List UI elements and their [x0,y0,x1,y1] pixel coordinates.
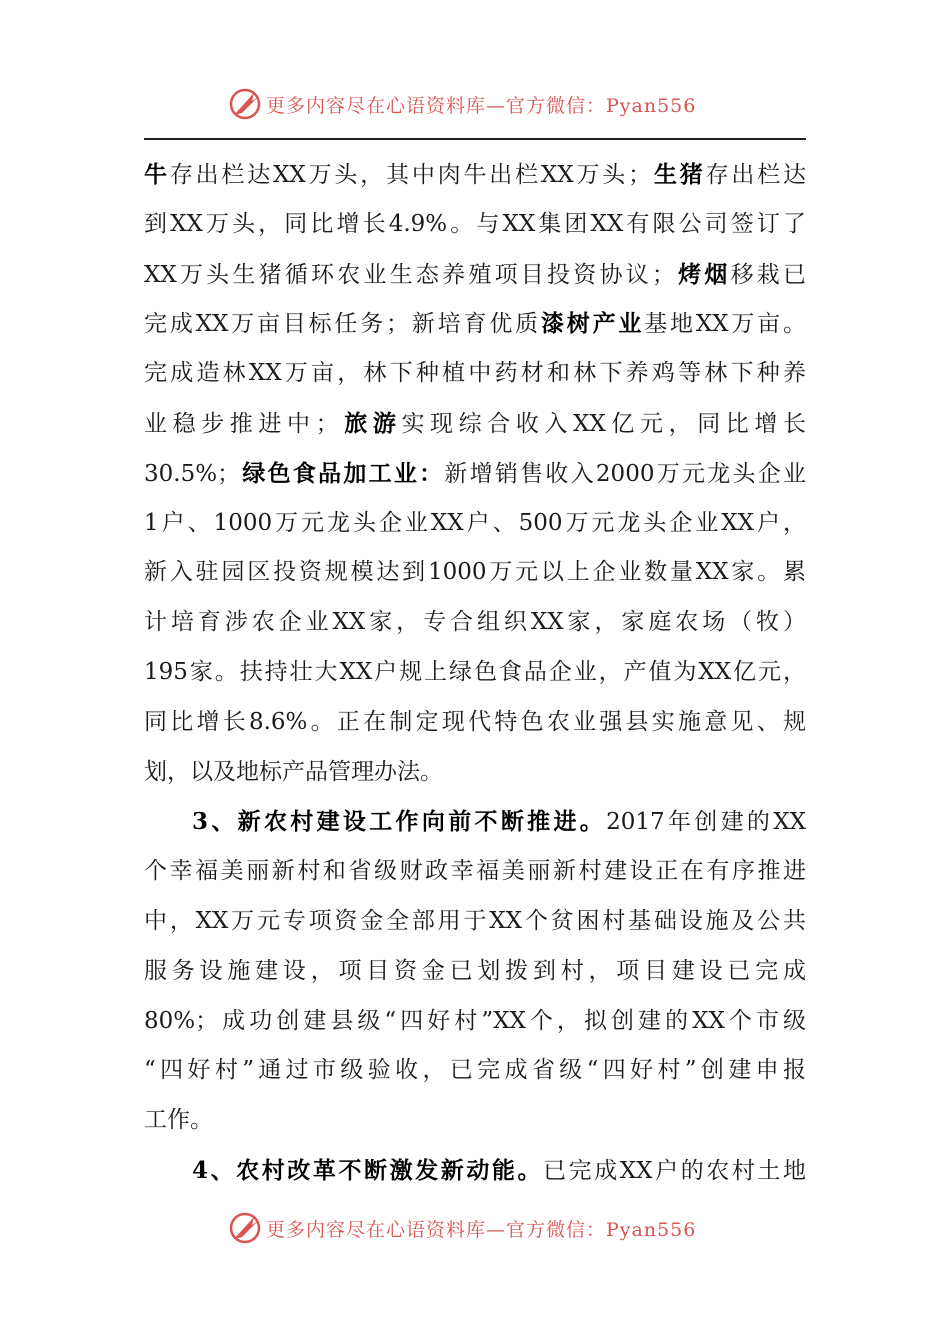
text-line: 80%；成功创建县级“四好村”XX个，拟创建的XX个市级 [144,1007,806,1034]
document-body [144,150,806,1196]
text-line: 30.5%；绿色食品加工业：新增销售收入2000万元龙头企业 [144,459,806,487]
text-line: 195家。扶持壮大XX户规上绿色食品企业，产值为XX亿元， [144,658,806,685]
text-line: 到XX万头，同比增长4.9%。与XX集团XX有限公司签订了 [144,210,806,237]
text-line: “四好村”通过市级验收，已完成省级“四好村”创建申报 [144,1057,806,1084]
footer-watermark [228,1208,748,1248]
quill-logo-icon [228,87,262,121]
quill-logo-icon [228,1211,262,1245]
header-watermark-text: 更多内容尽在心语资料库—官方微信：Pyan556 [266,94,697,117]
text-line: 服务设施建设，项目资金已划拨到村，项目建设已完成 [144,957,806,984]
text-line: 计培育涉农企业XX家，专合组织XX家，家庭农场（牧） [144,609,806,636]
text-line: 1户、1000万元龙头企业XX户、500万元龙头企业XX户， [144,509,806,536]
text-line: 新入驻园区投资规模达到1000万元以上企业数量XX家。累 [144,559,806,586]
text-line: XX万头生猪循环农业生态养殖项目投资协议；烤烟移栽已 [144,260,806,288]
text-line: 完成造林XX万亩，林下种植中药材和林下养鸡等林下种养 [144,360,806,387]
text-line: 业稳步推进中；旅游实现综合收入XX亿元，同比增长 [144,409,806,437]
text-line: 个幸福美丽新村和省级财政幸福美丽新村建设正在有序推进 [144,858,806,885]
text-line: 同比增长8.6%。正在制定现代特色农业强县实施意见、规 [144,708,806,735]
text-line: 中，XX万元专项资金全部用于XX个贫困村基础设施及公共 [144,907,806,934]
header-watermark [228,84,748,124]
footer-watermark-text: 更多内容尽在心语资料库—官方微信：Pyan556 [266,1218,697,1241]
text-line: 牛存出栏达XX万头，其中肉牛出栏XX万头；生猪存出栏达 [144,161,806,188]
section-heading-4: 4、农村改革不断激发新动能。已完成XX户的农村土地 [192,1156,806,1184]
header-rule [144,138,806,140]
section-heading-3: 3、新农村建设工作向前不断推进。2017年创建的XX [192,808,806,836]
text-line: 完成XX万亩目标任务；新培育优质漆树产业基地XX万亩。 [144,310,806,338]
text-line: 划，以及地标产品管理办法。 [144,758,443,785]
text-line: 工作。 [144,1107,213,1134]
